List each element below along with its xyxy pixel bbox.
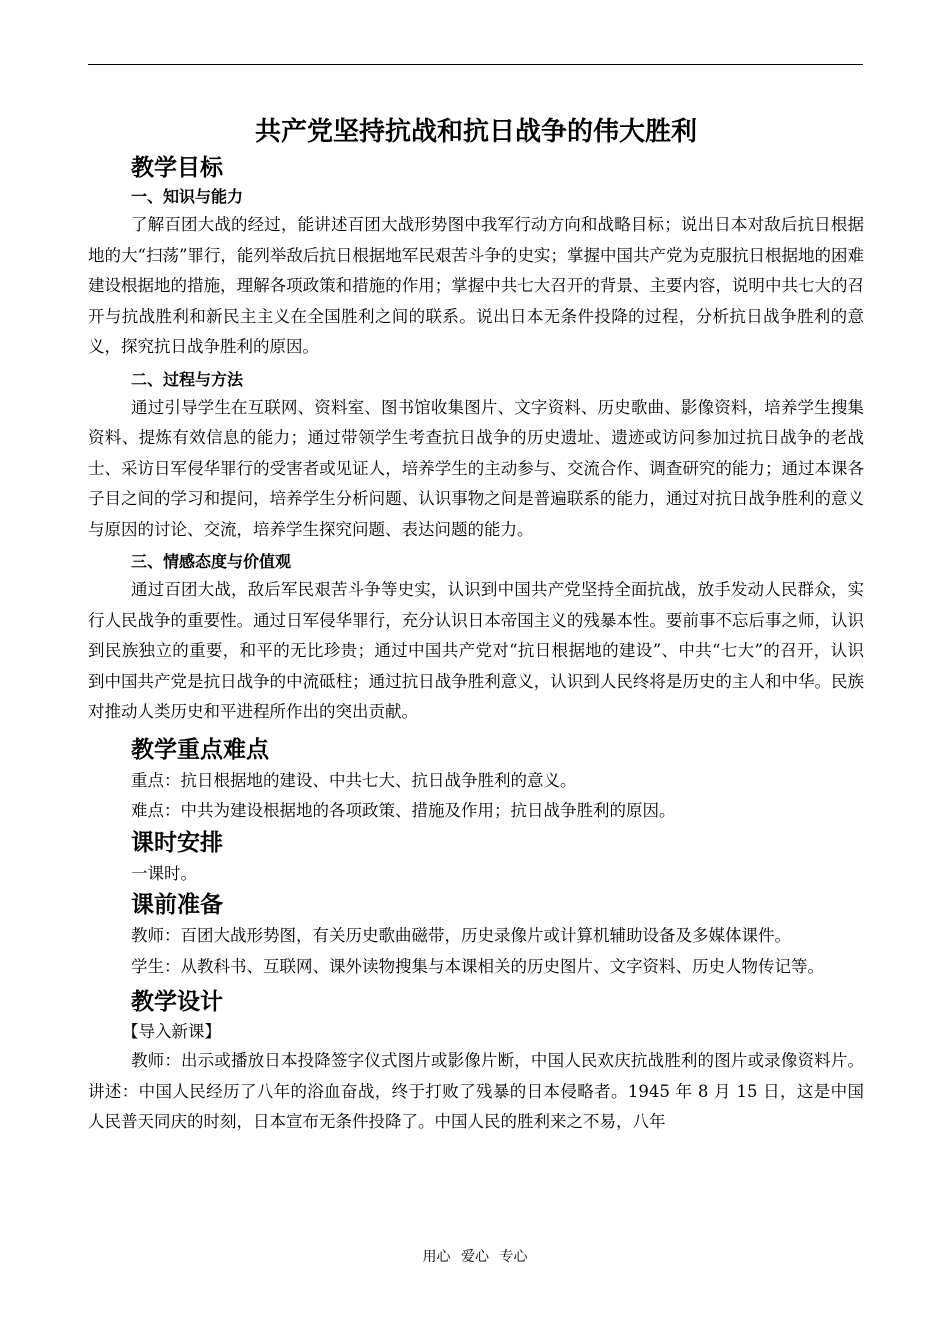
difficulty-text: 难点：中共为建设根据地的各项政策、措施及作用；抗日战争胜利的原因。 bbox=[131, 801, 676, 820]
schedule-heading: 课时安排 bbox=[131, 829, 223, 856]
document-body bbox=[88, 112, 864, 1138]
header-rule bbox=[88, 64, 863, 65]
process-heading: 二、过程与方法 bbox=[131, 369, 244, 389]
preparation-heading: 课前准备 bbox=[131, 892, 223, 918]
emotion-heading: 三、情感态度与价值观 bbox=[131, 552, 292, 571]
intro-paragraph: 教师：出示或播放日本投降签字仪式图片或影像片断，中国人民欢庆抗战胜利的图片或录像资料片。讲述：中国人民经历了八年的浴血奋战，终于打败了残暴的日本侵略者。1945 年 8 月 15 日，这是中国人民普天同庆的时刻，日本宣布无条件投降了。中国人民的胜利来之不易，八年 bbox=[88, 1051, 864, 1131]
knowledge-heading: 一、知识与能力 bbox=[131, 187, 244, 206]
emotion-paragraph: 通过百团大战，敌后军民艰苦斗争等史实，认识到中国共产党坚持全面抗战，放手发动人民群众，实行人民战争的重要性。通过日军侵华罪行，充分认识日本帝国主义的残暴本性。要前事不忘后事之师，认识到民族独立的重要，和平的无比珍贵；通过中国共产党对“抗日根据地的建设”、中共“七大”的召开，认识到中国共产党是抗日战争的中流砥柱；通过抗日战争胜利意义，认识到人民终将是历史的主人和中华。民族对推动人类历史和平进程所作出的突出贡献。 bbox=[88, 580, 864, 721]
document-title: 共产党坚持抗战和抗日战争的伟大胜利 bbox=[254, 117, 697, 147]
focus-text: 重点：抗日根据地的建设、中共七大、抗日战争胜利的意义。 bbox=[131, 770, 577, 790]
student-preparation: 学生：从教科书、互联网、课外读物搜集与本课相关的历史图片、文字资料、历史人物传记等。 bbox=[131, 956, 824, 976]
knowledge-paragraph: 了解百团大战的经过，能讲述百团大战形势图中我军行动方向和战略目标；说出日本对敌后抗日根据地的大“扫荡”罪行，能列举敌后抗日根据地军民艰苦斗争的史实；掌握中国共产党为克服抗日根据地的困难建设根据地的措施，理解各项政策和措施的作用；掌握中共七大召开的背景、主要内容，说明中共七大的召开与抗战胜利和新民主主义在全国胜利之间的联系。说出日本无条件投降的过程，分析抗日战争胜利的意义，探究抗日战争胜利的原因。 bbox=[88, 215, 864, 356]
key-points-heading: 教学重点难点 bbox=[131, 736, 269, 763]
schedule-text: 一课时。 bbox=[131, 863, 197, 883]
page-footer: 用心 爱心 专心 bbox=[422, 1249, 528, 1265]
intro-tag: 【导入新课】 bbox=[122, 1022, 221, 1041]
teacher-preparation: 教师：百团大战形势图，有关历史歌曲磁带，历史录像片或计算机辅助设备及多媒体课件。 bbox=[131, 926, 791, 945]
design-heading: 教学设计 bbox=[131, 989, 223, 1015]
process-paragraph: 通过引导学生在互联网、资料室、图书馆收集图片、文字资料、历史歌曲、影像资料，培养学生搜集资料、提炼有效信息的能力；通过带领学生考查抗日战争的历史遗址、遗迹或访问参加过抗日战争的老战士、采访日军侵华罪行的受害者或见证人，培养学生的主动参与、交流合作、调查研究的能力；通过本课各子目之间的学习和提问，培养学生分析问题、认识事物之间是普遍联系的能力，通过对抗日战争胜利的意义与原因的讨论、交流，培养学生探究问题、表达问题的能力。 bbox=[88, 397, 864, 539]
objectives-heading: 教学目标 bbox=[131, 155, 223, 181]
